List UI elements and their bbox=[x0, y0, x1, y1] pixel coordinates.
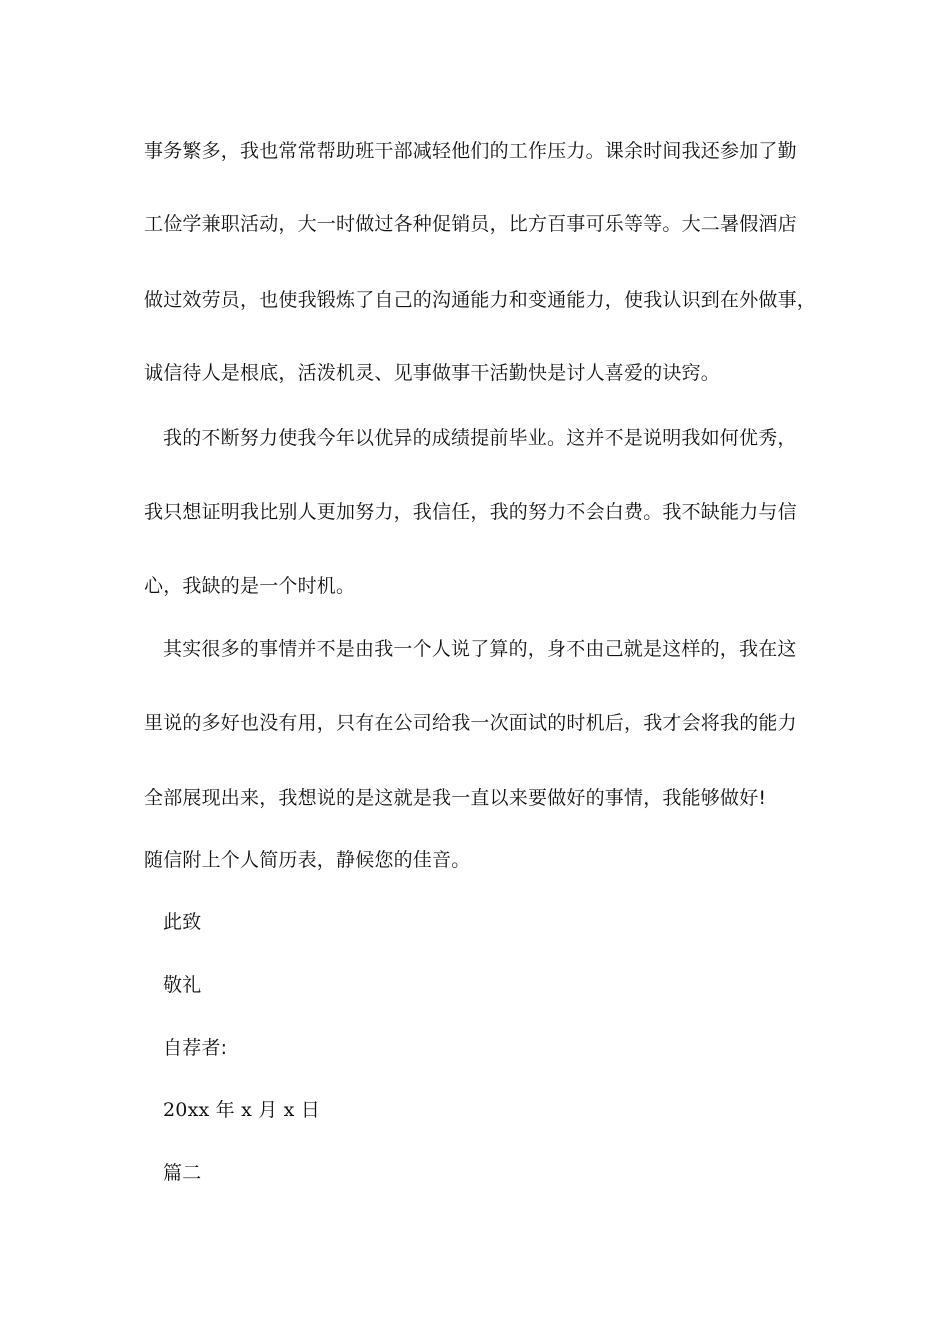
paragraph-line: 里说的多好也没有用，只有在公司给我一次面试的时机后，我才会将我的能力 bbox=[144, 712, 797, 734]
salutation-cizhi: 此致 bbox=[163, 911, 202, 933]
section-heading: 篇二 bbox=[163, 1162, 202, 1184]
paragraph-line: 诚信待人是根底，活泼机灵、见事做事干活勤快是讨人喜爱的诀窍。 bbox=[144, 362, 721, 384]
paragraph-line: 工俭学兼职活动，大一时做过各种促销员，比方百事可乐等等。大二暑假酒店 bbox=[144, 213, 797, 235]
date-line: 20xx 年 x 月 x 日 bbox=[163, 1099, 321, 1121]
paragraph-line: 做过效劳员，也使我锻炼了自己的沟通能力和变通能力，使我认识到在外做事， bbox=[144, 289, 817, 311]
paragraph-line: 我的不断努力使我今年以优异的成绩提前毕业。这并不是说明我如何优秀， bbox=[163, 427, 797, 449]
paragraph-line: 心，我缺的是一个时机。 bbox=[144, 575, 356, 597]
signature-label: 自荐者: bbox=[163, 1037, 228, 1059]
closing-line: 随信附上个人简历表，静候您的佳音。 bbox=[144, 849, 471, 871]
paragraph-line: 全部展现出来，我想说的是这就是我一直以来要做好的事情，我能够做好! bbox=[144, 787, 767, 809]
salutation-jingli: 敬礼 bbox=[163, 974, 202, 996]
paragraph-line: 其实很多的事情并不是由我一个人说了算的，身不由己就是这样的，我在这 bbox=[163, 638, 797, 660]
paragraph-line: 事务繁多，我也常常帮助班干部减轻他们的工作压力。课余时间我还参加了勤 bbox=[144, 140, 797, 162]
paragraph-line: 我只想证明我比别人更加努力，我信任，我的努力不会白费。我不缺能力与信 bbox=[144, 501, 797, 523]
